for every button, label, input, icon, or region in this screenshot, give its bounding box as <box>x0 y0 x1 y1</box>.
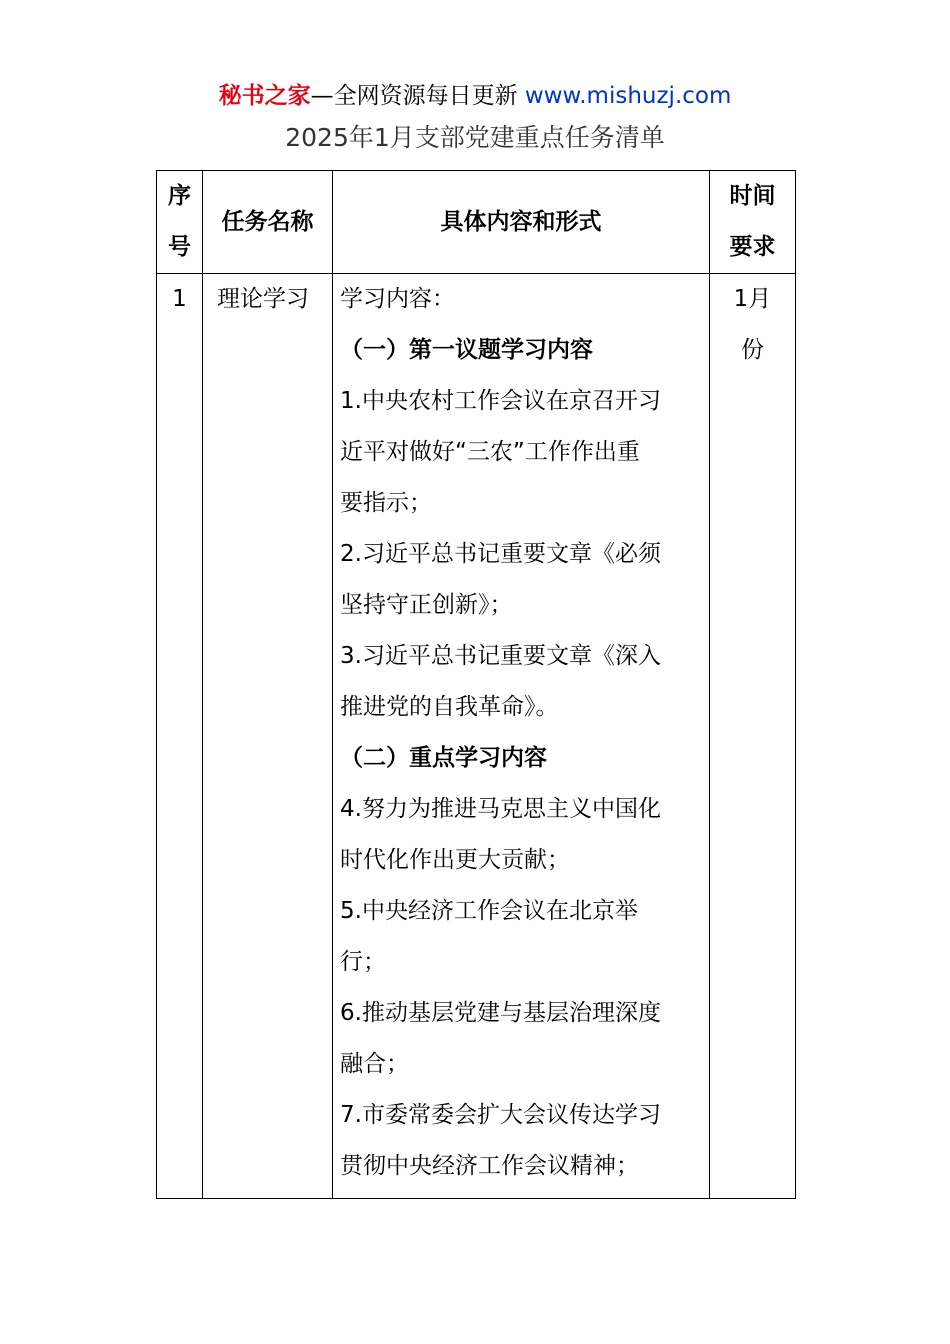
content-line: 2.习近平总书记重要文章《必须 <box>340 541 661 567</box>
task-table <box>156 170 796 1199</box>
content-line: 7.市委常委会扩大会议传达学习 <box>340 1102 661 1128</box>
table-header-row <box>157 171 796 274</box>
site-url-link[interactable]: www.mishuzj.com <box>524 83 732 109</box>
content-line: 4.努力为推进马克思主义中国化 <box>340 796 661 822</box>
row-task-name: 理论学习 <box>203 274 333 1199</box>
brand-name: 秘书之家 <box>218 83 311 109</box>
row-time <box>710 274 796 1199</box>
content-line: 时代化作出更大贡献； <box>340 847 570 873</box>
content-line: 6.推动基层党建与基层治理深度 <box>340 1000 661 1026</box>
table-row <box>157 274 796 1199</box>
content-line: 近平对做好“三农”工作作出重 <box>340 439 640 465</box>
header-time-line1: 时间 <box>729 183 776 209</box>
header-time <box>710 171 796 274</box>
header-seq-line1: 序 <box>168 183 191 209</box>
header-task-name: 任务名称 <box>203 171 333 274</box>
content-line: 学习内容： <box>340 286 455 312</box>
content-line: 推进党的自我革命》。 <box>340 694 559 720</box>
content-line: 融合； <box>340 1051 409 1077</box>
header-seq <box>157 171 203 274</box>
content-line: 贯彻中央经济工作会议精神； <box>340 1153 639 1179</box>
row-time-line2: 份 <box>741 337 764 363</box>
row-content <box>333 274 710 1199</box>
content-line: 3.习近平总书记重要文章《深入 <box>340 643 661 669</box>
content-line: 1.中央农村工作会议在京召开习 <box>340 388 661 414</box>
content-line: 行； <box>340 949 386 975</box>
document-title: 2025年1月支部党建重点任务清单 <box>285 123 665 152</box>
header-time-line2: 要求 <box>729 234 776 260</box>
content-section-heading: （一）第一议题学习内容 <box>340 337 593 363</box>
header-seq-line2: 号 <box>168 234 191 260</box>
row-time-line1: 1月 <box>733 286 772 312</box>
content-line: 5.中央经济工作会议在北京举 <box>340 898 638 924</box>
row-seq: 1 <box>157 274 203 1199</box>
content-line: 坚持守正创新》； <box>340 592 513 618</box>
content-line: 要指示； <box>340 490 432 516</box>
slogan: —全网资源每日更新 <box>310 83 525 109</box>
site-header <box>0 80 950 112</box>
content-section-heading: （二）重点学习内容 <box>340 745 547 771</box>
header-content: 具体内容和形式 <box>333 171 710 274</box>
